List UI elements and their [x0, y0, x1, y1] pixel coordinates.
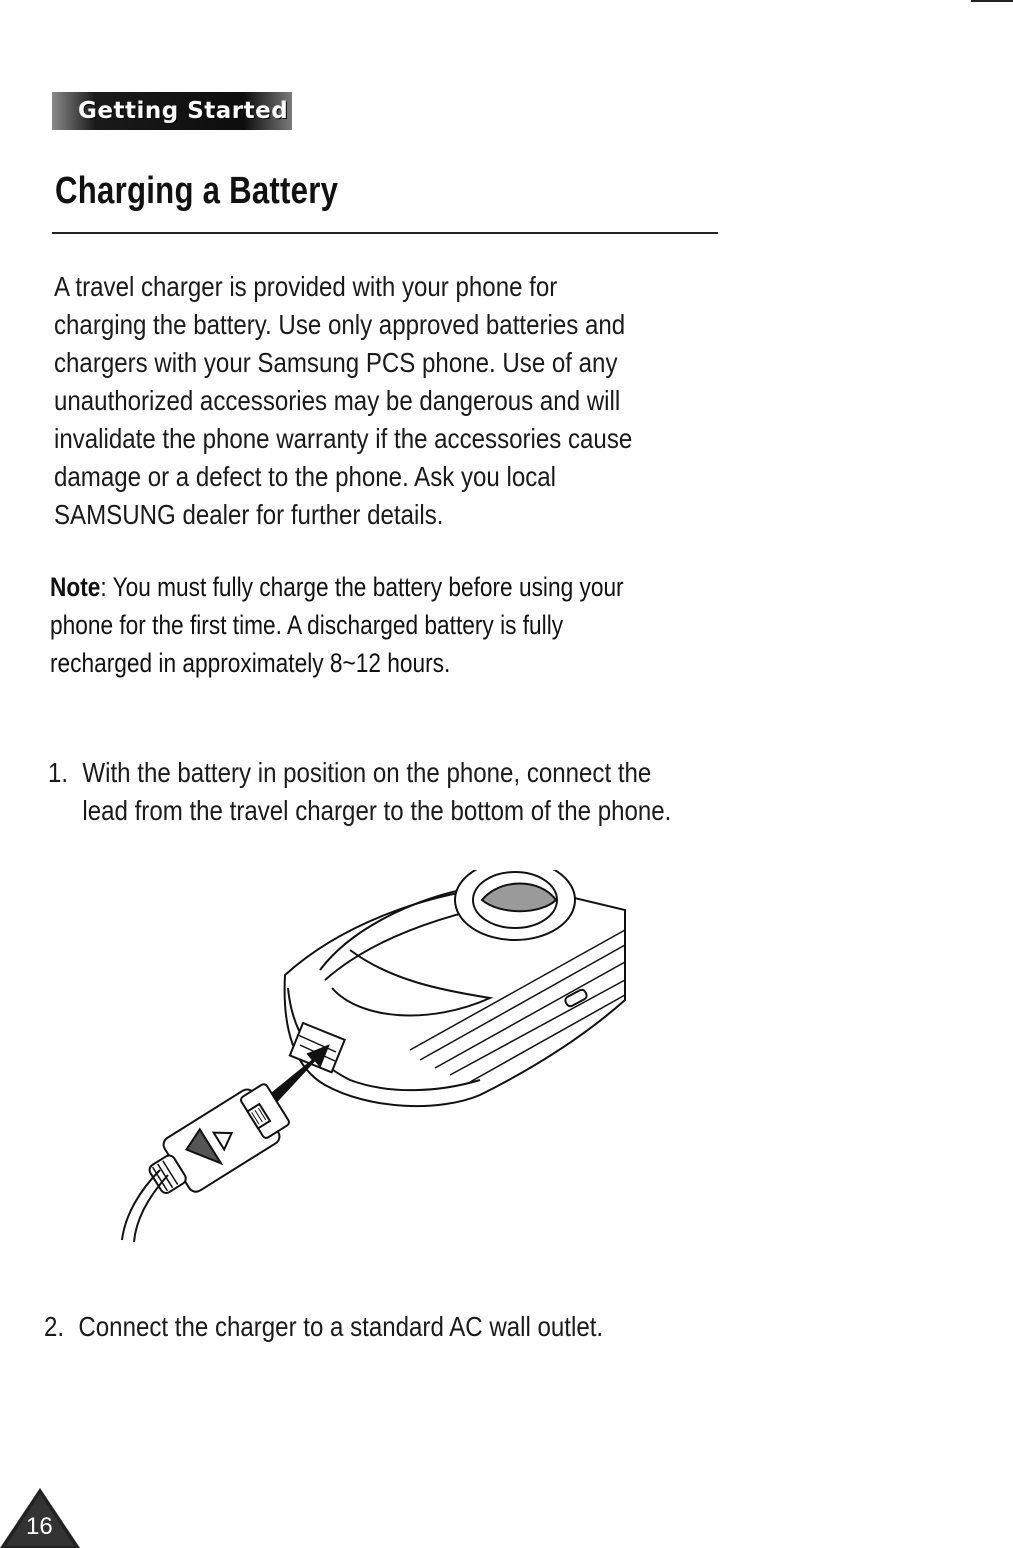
page-number: 16	[26, 1513, 53, 1540]
step-text: Connect the charger to a standard AC wall outlet.	[78, 1311, 604, 1342]
note-label: Note	[50, 572, 101, 602]
section-banner	[52, 92, 292, 130]
note-paragraph	[50, 568, 655, 682]
step-number: 2.	[44, 1311, 65, 1342]
top-edge-rule	[971, 0, 1013, 2]
note-text: : You must fully charge the battery before using your phone for the first time. A discharged battery is fully recharged in approximately 8~12 hours.	[50, 572, 624, 678]
charger-connection-illustration	[110, 870, 640, 1250]
page-title: Charging a Battery	[55, 170, 339, 212]
section-label: Getting Started	[78, 98, 289, 124]
step-text: With the battery in position on the phone, connect the lead from the travel charger to the bottom of the phone.	[82, 757, 672, 826]
step-number: 1.	[48, 757, 69, 788]
step-1	[48, 754, 702, 874]
step-2	[44, 1308, 698, 1348]
charger-plug	[139, 1079, 295, 1208]
title-divider	[52, 232, 718, 234]
intro-paragraph: A travel charger is provided with your phone for charging the battery. Use only approved batteries and chargers with your Samsung PCS phone. Use of any unauthorized accessories may be dangerous and will invalidate the phone warranty if the accessories cause damage or a defect to the phone. Ask you local SAMSUNG dealer for further details.	[54, 271, 633, 530]
